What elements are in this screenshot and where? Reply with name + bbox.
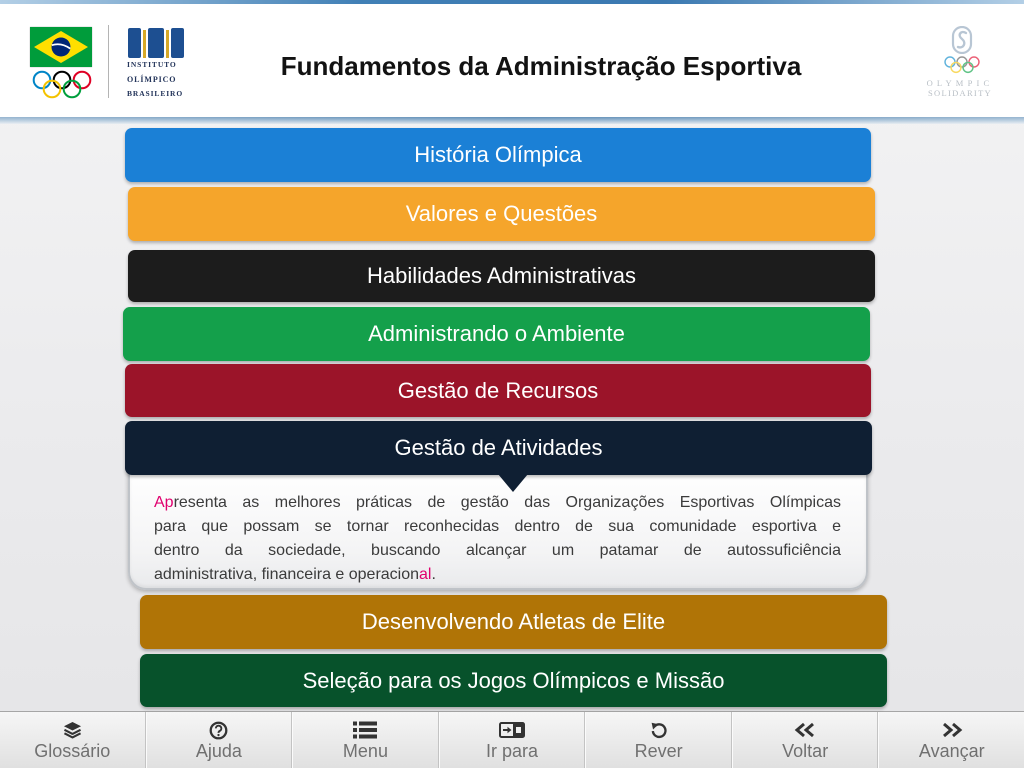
module-habilidades-administrativas[interactable] [128,250,875,302]
module-label: Gestão de Recursos [397,378,599,403]
brazil-flag-icon [30,27,92,67]
description-line: administrativa, financeira e operacional. [154,566,436,583]
module-valores-e-questoes[interactable] [128,187,875,241]
module-description-text [154,491,841,587]
nav-label: Rever [634,741,683,761]
description-line: para que possam se tornar reconhecidas dentro de sua comunidade esportiva e [154,518,841,535]
module-administrando-o-ambiente[interactable] [123,307,870,361]
description-highlight: Ap [154,494,174,511]
description-line: Apresenta as melhores práticas de gestão das Organizações Esportivas Olímpicas [154,494,841,511]
help-icon [209,719,228,741]
nav-label: Ajuda [195,741,242,761]
double-chevron-right-icon [941,719,963,741]
module-label: História Olímpica [414,142,582,167]
next-button[interactable] [878,712,1024,768]
back-button[interactable] [732,712,879,768]
navigation-bar [0,711,1024,768]
module-desenvolvendo-atletas-de-elite[interactable] [140,595,887,649]
description-line: dentro da sociedade, buscando alcançar um patamar de autossuficiência [154,542,841,559]
nav-label: Glossário [34,741,111,761]
module-label: Gestão de Atividades [394,435,603,460]
glossary-button[interactable] [0,712,146,768]
logo-divider [108,25,109,98]
module-label: Administrando o Ambiente [368,321,625,346]
expanded-pointer-icon [498,474,528,492]
description-highlight: al [419,566,432,583]
module-label: Valores e Questões [405,201,598,226]
olympic-solidarity-logo [918,24,1002,102]
nav-label: Voltar [782,741,829,761]
layers-icon [63,719,82,741]
module-gestao-de-recursos[interactable] [125,364,871,417]
module-label: Habilidades Administrativas [366,263,637,288]
iob-logo-text: BRASILEIRO [127,89,184,98]
replay-icon [650,719,668,741]
nav-label: Avançar [918,741,985,761]
goto-button[interactable] [439,712,586,768]
menu-icon [353,719,377,741]
nav-label: Menu [342,741,388,761]
module-selecao-jogos-olimpicos[interactable] [140,654,887,707]
module-historia-olimpica[interactable] [125,128,871,182]
iob-logo-text: INSTITUTO [127,60,177,69]
double-chevron-left-icon [794,719,816,741]
header [0,0,1024,117]
page-title: Fundamentos da Administração Esportiva [280,51,802,81]
module-label: Seleção para os Jogos Olímpicos e Missão [302,668,725,693]
top-accent-line [0,0,1024,4]
olympic-solidarity-text: OLYMPIC [926,78,994,88]
iob-logo-text: OLÍMPICO [127,75,177,84]
olympic-rings-icon [32,70,92,100]
help-button[interactable] [146,712,293,768]
iob-pillars-icon [128,28,184,58]
replay-button[interactable] [585,712,732,768]
menu-button[interactable] [292,712,439,768]
module-label: Desenvolvendo Atletas de Elite [361,609,666,634]
goto-icon [499,719,525,741]
olympic-rings-small-icon [944,56,980,74]
olympic-solidarity-text: SOLIDARITY [928,88,992,98]
olympic-solidarity-flame-icon [949,26,975,54]
module-gestao-de-atividades[interactable] [125,421,872,475]
nav-label: Ir para [486,741,539,761]
header-divider [0,117,1024,124]
